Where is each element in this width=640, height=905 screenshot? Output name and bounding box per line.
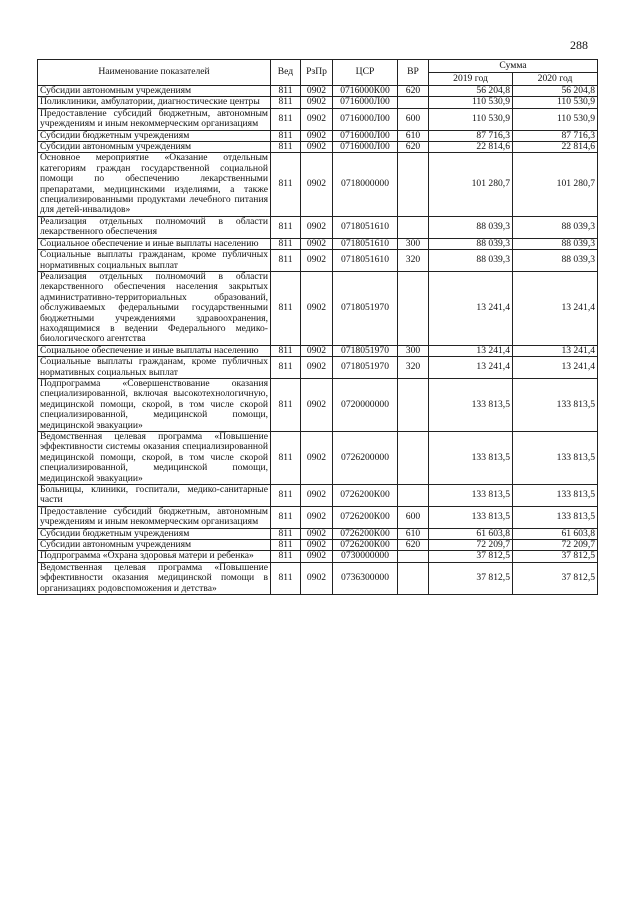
header-csr: ЦСР: [333, 60, 398, 86]
csr-code: 0716000Л00: [333, 130, 398, 141]
table-row: [38, 562, 598, 594]
vr-code: 620: [398, 142, 429, 153]
csr-code: 0726200К00: [333, 540, 398, 551]
vr-code: [398, 378, 429, 431]
indicator-name: Социальные выплаты гражданам, кроме публичных нормативных социальных выплат: [38, 250, 271, 272]
rzpr-code: 0902: [301, 97, 333, 108]
rzpr-code: 0902: [301, 250, 333, 272]
vr-code: 620: [398, 540, 429, 551]
ved-code: 811: [271, 432, 301, 485]
amount-2019: 37 812,5: [429, 551, 513, 562]
ved-code: 811: [271, 357, 301, 379]
amount-2020: 88 039,3: [513, 216, 598, 238]
csr-code: 0736300000: [333, 562, 398, 594]
vr-code: [398, 153, 429, 216]
amount-2019: 61 603,8: [429, 528, 513, 539]
rzpr-code: 0902: [301, 271, 333, 345]
csr-code: 0716000Л00: [333, 108, 398, 130]
amount-2020: 61 603,8: [513, 528, 598, 539]
rzpr-code: 0902: [301, 153, 333, 216]
rzpr-code: 0902: [301, 142, 333, 153]
header-year-2020: 2020 год: [513, 73, 598, 86]
ved-code: 811: [271, 528, 301, 539]
table-row: [38, 142, 598, 153]
table-row: [38, 378, 598, 431]
indicator-name: Реализация отдельных полномочий в области лекарственного обеспечения населения закрытых административно-территориальных образований, обслуживаемых федеральными государственными бюджетными учреждениями здравоохранения, находящимися в ведении Федерального медико-биологического агентства: [38, 271, 271, 345]
rzpr-code: 0902: [301, 506, 333, 528]
table-row: [38, 528, 598, 539]
vr-code: 320: [398, 250, 429, 272]
rzpr-code: 0902: [301, 345, 333, 356]
rzpr-code: 0902: [301, 108, 333, 130]
amount-2020: 22 814,6: [513, 142, 598, 153]
ved-code: 811: [271, 562, 301, 594]
csr-code: 0726200К00: [333, 528, 398, 539]
amount-2019: 22 814,6: [429, 142, 513, 153]
table-row: [38, 108, 598, 130]
csr-code: 0718051970: [333, 357, 398, 379]
header-sum: Сумма: [429, 60, 598, 73]
amount-2020: 88 039,3: [513, 250, 598, 272]
vr-code: 300: [398, 345, 429, 356]
ved-code: 811: [271, 108, 301, 130]
vr-code: 620: [398, 86, 429, 97]
amount-2019: 133 813,5: [429, 506, 513, 528]
amount-2019: 87 716,3: [429, 130, 513, 141]
vr-code: 300: [398, 238, 429, 249]
amount-2020: 13 241,4: [513, 357, 598, 379]
table-row: [38, 345, 598, 356]
amount-2020: 37 812,5: [513, 551, 598, 562]
table-row: [38, 153, 598, 216]
amount-2019: 88 039,3: [429, 238, 513, 249]
vr-code: 600: [398, 108, 429, 130]
indicator-name: Ведомственная целевая программа «Повышение эффективности оказания медицинской помощи в организациях родовспоможения и детства»: [38, 562, 271, 594]
amount-2019: 13 241,4: [429, 357, 513, 379]
amount-2019: 110 530,9: [429, 97, 513, 108]
indicator-name: Подпрограмма «Охрана здоровья матери и ребенка»: [38, 551, 271, 562]
rzpr-code: 0902: [301, 540, 333, 551]
indicator-name: Субсидии автономным учреждениям: [38, 540, 271, 551]
ved-code: 811: [271, 378, 301, 431]
amount-2020: 37 812,5: [513, 562, 598, 594]
table-row: [38, 506, 598, 528]
ved-code: 811: [271, 130, 301, 141]
amount-2020: 13 241,4: [513, 345, 598, 356]
amount-2020: 101 280,7: [513, 153, 598, 216]
table-row: [38, 551, 598, 562]
indicator-name: Социальные выплаты гражданам, кроме публичных нормативных социальных выплат: [38, 357, 271, 379]
rzpr-code: 0902: [301, 238, 333, 249]
ved-code: 811: [271, 540, 301, 551]
vr-code: [398, 485, 429, 507]
vr-code: [398, 562, 429, 594]
indicator-name: Реализация отдельных полномочий в области лекарственного обеспечения: [38, 216, 271, 238]
ved-code: 811: [271, 238, 301, 249]
rzpr-code: 0902: [301, 562, 333, 594]
ved-code: 811: [271, 485, 301, 507]
csr-code: 0726200000: [333, 432, 398, 485]
table-row: [38, 238, 598, 249]
header-vr: ВР: [398, 60, 429, 86]
amount-2020: 133 813,5: [513, 378, 598, 431]
csr-code: 0718051610: [333, 238, 398, 249]
indicator-name: Субсидии автономным учреждениям: [38, 86, 271, 97]
indicator-name: Поликлиники, амбулатории, диагностические центры: [38, 97, 271, 108]
table-row: [38, 130, 598, 141]
header-ved: Вед: [271, 60, 301, 86]
vr-code: 600: [398, 506, 429, 528]
indicator-name: Субсидии автономным учреждениям: [38, 142, 271, 153]
indicator-name: Ведомственная целевая программа «Повышение эффективности системы оказания специализированной медицинской помощи, скорой, в том числе скорой специализированной, медицинской помощи, медицинской эвакуации»: [38, 432, 271, 485]
header-rzpr: РзПр: [301, 60, 333, 86]
amount-2019: 37 812,5: [429, 562, 513, 594]
amount-2019: 133 813,5: [429, 432, 513, 485]
indicator-name: Подпрограмма «Совершенствование оказания специализированной, включая высокотехнологичную, медицинской помощи, скорой, в том числе скорой специализированной, медицинской помощи, медицинской эвакуации»: [38, 378, 271, 431]
csr-code: 0716000Л00: [333, 142, 398, 153]
table-body: [38, 86, 598, 595]
amount-2019: 13 241,4: [429, 271, 513, 345]
ved-code: 811: [271, 142, 301, 153]
amount-2020: 133 813,5: [513, 506, 598, 528]
csr-code: 0720000000: [333, 378, 398, 431]
budget-table: [37, 59, 598, 595]
amount-2020: 110 530,9: [513, 108, 598, 130]
table-row: [38, 216, 598, 238]
indicator-name: Предоставление субсидий бюджетным, автономным учреждениям и иным некоммерческим организациям: [38, 108, 271, 130]
csr-code: 0718051610: [333, 250, 398, 272]
ved-code: 811: [271, 97, 301, 108]
table-row: [38, 271, 598, 345]
table-row: [38, 250, 598, 272]
amount-2019: 133 813,5: [429, 485, 513, 507]
table-row: [38, 86, 598, 97]
table-row: [38, 485, 598, 507]
vr-code: [398, 271, 429, 345]
amount-2020: 72 209,7: [513, 540, 598, 551]
amount-2019: 72 209,7: [429, 540, 513, 551]
indicator-name: Предоставление субсидий бюджетным, автономным учреждениям и иным некоммерческим организациям: [38, 506, 271, 528]
csr-code: 0718051970: [333, 345, 398, 356]
indicator-name: Субсидии бюджетным учреждениям: [38, 528, 271, 539]
ved-code: 811: [271, 250, 301, 272]
amount-2020: 87 716,3: [513, 130, 598, 141]
amount-2020: 133 813,5: [513, 432, 598, 485]
indicator-name: Больницы, клиники, госпитали, медико-санитарные части: [38, 485, 271, 507]
indicator-name: Социальное обеспечение и иные выплаты населению: [38, 238, 271, 249]
amount-2019: 133 813,5: [429, 378, 513, 431]
amount-2020: 110 530,9: [513, 97, 598, 108]
rzpr-code: 0902: [301, 485, 333, 507]
header-year-2019: 2019 год: [429, 73, 513, 86]
amount-2019: 88 039,3: [429, 216, 513, 238]
rzpr-code: 0902: [301, 378, 333, 431]
amount-2020: 88 039,3: [513, 238, 598, 249]
amount-2019: 88 039,3: [429, 250, 513, 272]
vr-code: 610: [398, 130, 429, 141]
amount-2020: 13 241,4: [513, 271, 598, 345]
csr-code: 0730000000: [333, 551, 398, 562]
csr-code: 0726200К00: [333, 506, 398, 528]
amount-2020: 56 204,8: [513, 86, 598, 97]
amount-2020: 133 813,5: [513, 485, 598, 507]
ved-code: 811: [271, 271, 301, 345]
csr-code: 0718000000: [333, 153, 398, 216]
ved-code: 811: [271, 345, 301, 356]
vr-code: [398, 97, 429, 108]
rzpr-code: 0902: [301, 432, 333, 485]
csr-code: 0718051610: [333, 216, 398, 238]
vr-code: 320: [398, 357, 429, 379]
ved-code: 811: [271, 86, 301, 97]
ved-code: 811: [271, 551, 301, 562]
amount-2019: 56 204,8: [429, 86, 513, 97]
indicator-name: Социальное обеспечение и иные выплаты населению: [38, 345, 271, 356]
table-row: [38, 432, 598, 485]
rzpr-code: 0902: [301, 528, 333, 539]
amount-2019: 13 241,4: [429, 345, 513, 356]
ved-code: 811: [271, 506, 301, 528]
amount-2019: 101 280,7: [429, 153, 513, 216]
table-row: [38, 357, 598, 379]
indicator-name: Субсидии бюджетным учреждениям: [38, 130, 271, 141]
ved-code: 811: [271, 153, 301, 216]
page-number: 288: [570, 38, 588, 52]
header-name: Наименование показателей: [38, 60, 271, 86]
rzpr-code: 0902: [301, 551, 333, 562]
vr-code: [398, 432, 429, 485]
table-row: [38, 540, 598, 551]
amount-2019: 110 530,9: [429, 108, 513, 130]
csr-code: 0716000К00: [333, 86, 398, 97]
rzpr-code: 0902: [301, 357, 333, 379]
indicator-name: Основное мероприятие «Оказание отдельным категориям граждан государственной социальной помощи по обеспечению лекарственными препаратами, медицинскими изделиями, а также специализированными продуктами лечебного питания для детей-инвалидов»: [38, 153, 271, 216]
vr-code: [398, 216, 429, 238]
vr-code: [398, 551, 429, 562]
table-row: [38, 97, 598, 108]
rzpr-code: 0902: [301, 86, 333, 97]
csr-code: 0718051970: [333, 271, 398, 345]
vr-code: 610: [398, 528, 429, 539]
csr-code: 0716000Л00: [333, 97, 398, 108]
rzpr-code: 0902: [301, 130, 333, 141]
ved-code: 811: [271, 216, 301, 238]
csr-code: 0726200К00: [333, 485, 398, 507]
rzpr-code: 0902: [301, 216, 333, 238]
